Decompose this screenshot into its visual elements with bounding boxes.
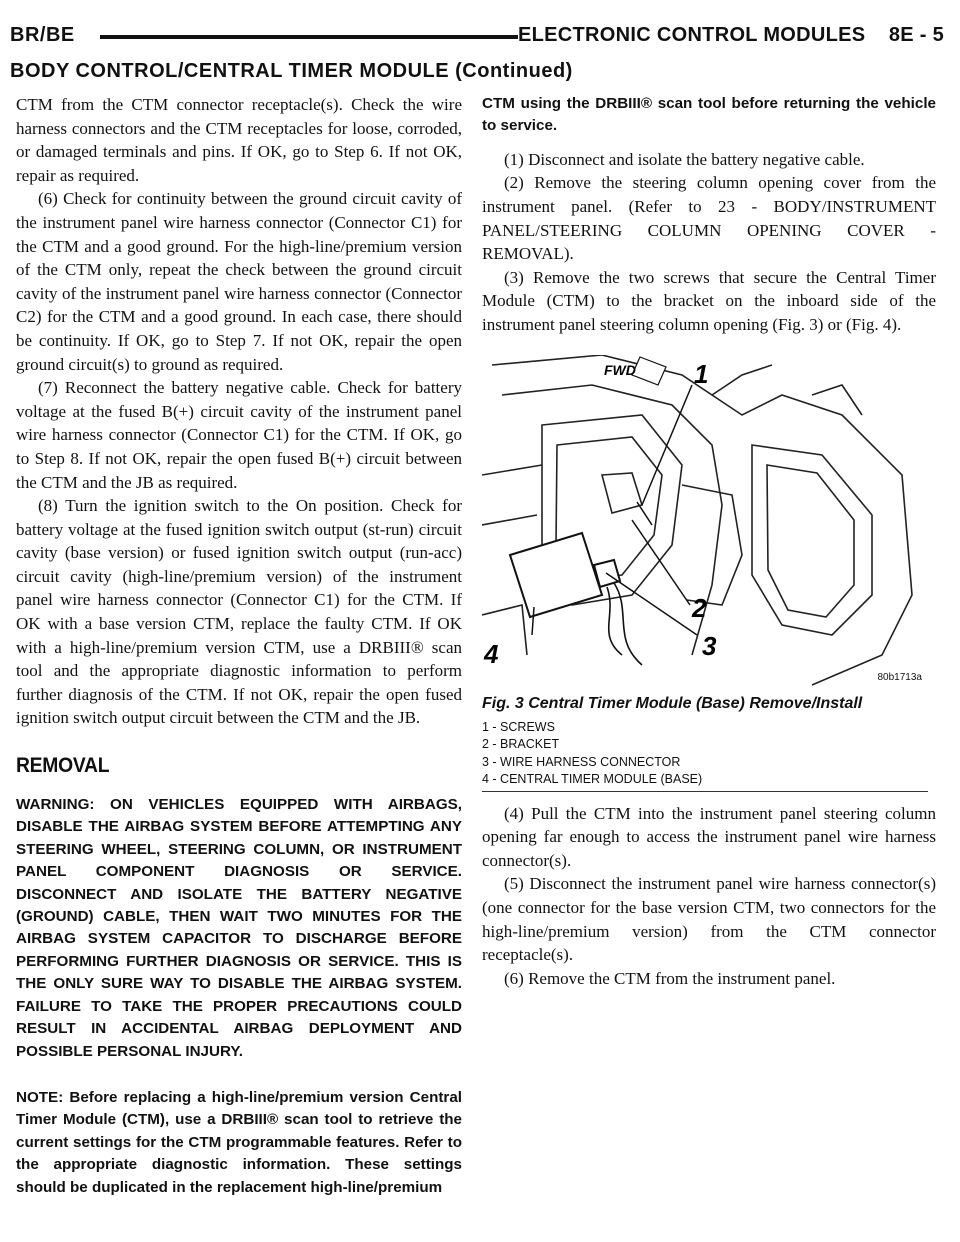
step-3: (3) Remove the two screws that secure the Central Timer Module (CTM) to the bracket on the inboard side of the instrument panel steering column opening (Fig. 3) or (Fig. 4). bbox=[482, 267, 936, 334]
warning-airbag: WARNING: ON VEHICLES EQUIPPED WITH AIRBAGS, DISABLE THE AIRBAG SYSTEM BEFORE ATTEMPTING ANY STEERING WHEEL, STEERING COLUMN, OR INSTRUMENT PANEL COMPONENT DIAGNOSIS OR SERVICE. DISCONNECT AND ISOLATE THE BATTERY NEGATIVE (GROUND) CABLE, THEN WAIT TWO MINUTES FOR THE AIRBAG SYSTEM CAPACITOR TO DISCHARGE BEFORE PERFORMING FURTHER DIAGNOSIS OR SERVICE. THIS IS THE ONLY SURE WAY TO DISABLE THE AIRBAG SYSTEM. FAILURE TO TAKE THE PROPER PRECAUTIONS COULD RESULT IN ACCIDENTAL AIRBAG DEPLOYMENT AND POSSIBLE PERSONAL INJURY. bbox=[16, 796, 462, 1060]
left-column bbox=[16, 93, 462, 1199]
legend-rule bbox=[482, 791, 928, 792]
paragraph-step7: (7) Reconnect the battery negative cable. Check for battery voltage at the fused B(+) circuit cavity of the instrument panel wire harness connector (Connector C1) for the CTM. If OK, go to Step 8. If not OK, repair the open fused B(+) circuit between the CTM and the JB as required. bbox=[16, 378, 462, 492]
step-4: (4) Pull the CTM into the instrument panel steering column opening far enough to access the instrument panel wire harness connector(s). bbox=[482, 803, 936, 870]
step-2: (2) Remove the steering column opening cover from the instrument panel. (Refer to 23 - BODY/INSTRUMENT PANEL/STEERING COLUMN OPENING COVER - REMOVAL). bbox=[482, 173, 936, 264]
page-header bbox=[10, 24, 952, 84]
legend-item: 4 - CENTRAL TIMER MODULE (BASE) bbox=[482, 772, 703, 787]
header-manual-code: BR/BE bbox=[10, 24, 75, 46]
right-column bbox=[482, 93, 936, 990]
note-drbiii: NOTE: Before replacing a high-line/premium version Central Timer Module (CTM), use a DRBIII® scan tool to retrieve the current settings for the CTM programmable features. Refer to the appropriate diagnostic information. These settings should be duplicated in the replacement high-line/premium bbox=[16, 1088, 462, 1196]
step-1: (1) Disconnect and isolate the battery negative cable. bbox=[504, 149, 865, 169]
fwd-label: FWD bbox=[604, 361, 636, 378]
legend-item: 1 - SCREWS bbox=[482, 719, 555, 734]
header-rule bbox=[100, 35, 518, 39]
figure-legend bbox=[482, 719, 936, 789]
section-title-removal: REMOVAL bbox=[16, 754, 110, 778]
ctm-line-drawing bbox=[482, 355, 928, 687]
figure-caption: Fig. 3 Central Timer Module (Base) Remove/Install bbox=[482, 694, 863, 712]
header-section-page: ELECTRONIC CONTROL MODULES 8E - 5 bbox=[517, 24, 944, 46]
note-continued: CTM using the DRBIII® scan tool before returning the vehicle to service. bbox=[482, 95, 936, 135]
step-5: (5) Disconnect the instrument panel wire harness connector(s) (one connector for the base version CTM, two connectors for the high-line/premium version) from the CTM connector receptacle(s). bbox=[482, 874, 936, 965]
header-continued-title: BODY CONTROL/CENTRAL TIMER MODULE (Continued) bbox=[10, 60, 573, 82]
legend-item: 2 - BRACKET bbox=[482, 737, 560, 752]
callout-3: 3 bbox=[702, 630, 717, 661]
callout-2: 2 bbox=[692, 592, 707, 623]
paragraph-step6: (6) Check for continuity between the ground circuit cavity of the instrument panel wire harness connector (Connector C1) for the CTM and a good ground. For the high-line/premium version of the CTM only, repeat the check between the ground circuit cavity of the instrument panel wire harness connector (Connector C2) for the CTM and a good ground. In each case, there should be continuity. If OK, go to Step 7. If not OK, repair the open ground circuit(s) to ground as required. bbox=[16, 189, 462, 374]
paragraph-step5-continued: CTM from the CTM connector receptacle(s). Check the wire harness connectors and the CTM receptacles for loose, corroded, or damaged terminals and pins. If OK, go to Step 6. If not OK, repair as required. bbox=[16, 95, 462, 185]
legend-item: 3 - WIRE HARNESS CONNECTOR bbox=[482, 754, 681, 769]
fwd-arrow-icon bbox=[632, 357, 666, 385]
callout-1: 1 bbox=[694, 358, 709, 389]
ctm-module-shape bbox=[510, 533, 602, 617]
figure-ctm-illustration bbox=[482, 355, 928, 687]
paragraph-step8: (8) Turn the ignition switch to the On position. Check for battery voltage at the fused ignition switch output (st-run) circuit cavity (base version) or fused ignition switch output (run-acc) circuit cavity (high-line/premium version) of the instrument panel wire harness connector (Connector C1) for the CTM. If OK with a base version CTM, replace the faulty CTM. If OK with a high-line/premium version CTM, use a DRBIII® scan tool and the appropriate diagnostic information to perform further diagnosis of the CTM. If not OK, repair the open fused ignition switch output circuit between the CTM and the JB. bbox=[16, 496, 462, 728]
figure-id: 80b1713a bbox=[877, 671, 922, 683]
callout-4: 4 bbox=[484, 638, 499, 669]
step-6: (6) Remove the CTM from the instrument panel. bbox=[504, 968, 836, 988]
